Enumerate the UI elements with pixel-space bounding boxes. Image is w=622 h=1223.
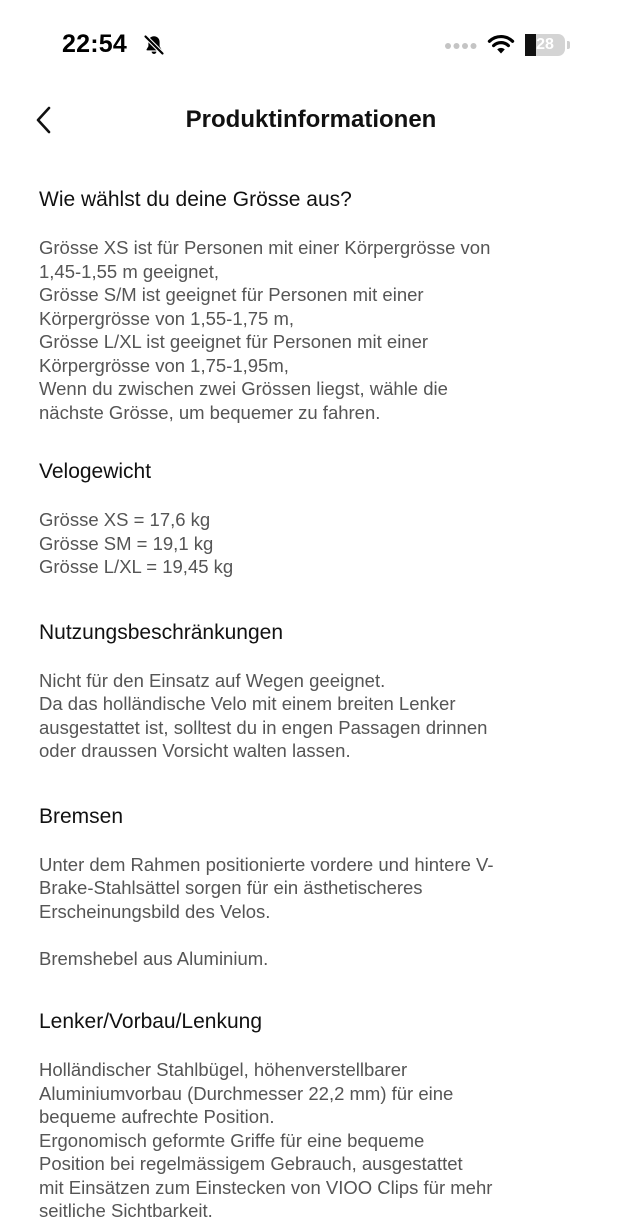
text-line: seitliche Sichtbarkeit. [39,1200,213,1221]
text-line: bequeme aufrechte Position. [39,1106,275,1127]
text-line: Aluminiumvorbau (Durchmesser 22,2 mm) für eine [39,1082,454,1104]
cellular-signal-icon [444,42,478,50]
text-line: Position bei regelmässigem Gebrauch, ausgestattet [39,1153,463,1174]
section-heading: Lenker/Vorbau/Lenkung [39,1010,263,1033]
text-line: Bremshebel aus Aluminium. [39,947,269,969]
text-line: oder draussen Vorsicht walten lassen. [39,740,351,761]
battery-level: 28 [536,36,554,53]
section-body [39,236,595,424]
text-line: Erscheinungsbild des Velos. [39,900,271,922]
section-heading: Bremsen [39,804,124,828]
text-line: Brake-Stahlsättel sorgen für ein ästhetischeres [39,877,423,898]
section-body [39,669,595,763]
section-body [39,508,595,579]
product-info-content [39,186,595,1223]
section-usage-restrictions [39,619,595,763]
section-body [39,853,595,971]
text-line: nächste Grösse, um bequemer zu fahren. [39,401,381,423]
text-line: Grösse L/XL = 19,45 kg [39,556,234,577]
text-line: Grösse XS ist für Personen mit einer Körpergrösse von [39,237,491,258]
text-line: Wenn du zwischen zwei Grössen liegst, wähle die [39,378,448,399]
section-size-guide [39,186,595,424]
text-line: Da das holländische Velo mit einem breiten Lenker [39,693,456,714]
navigation-bar [0,96,622,146]
status-time: 22:54 [62,30,127,58]
section-bike-weight [39,458,595,579]
bell-slash-icon [142,33,166,57]
section-heading: Wie wählst du deine Grösse aus? [39,188,352,211]
text-line: Grösse L/XL ist geeignet für Personen mit einer [39,331,429,352]
text-line: 1,45-1,55 m geeignet, [39,260,219,282]
battery-icon [525,34,571,56]
paragraph-gap [39,923,595,947]
section-handlebar [39,1008,595,1223]
text-line: Unter dem Rahmen positionierte vordere und hintere V- [39,853,494,875]
text-line: Grösse XS = 17,6 kg [39,509,211,530]
text-line: ausgestattet ist, solltest du in engen Passagen drinnen [39,716,488,738]
section-brakes [39,803,595,971]
page-title: Produktinformationen [185,106,437,133]
text-line: Grösse S/M ist geeignet für Personen mit einer [39,284,424,305]
text-line: Holländischer Stahlbügel, höhenverstellbarer [39,1059,408,1080]
text-line: Grösse SM = 19,1 kg [39,532,214,554]
text-line: Körpergrösse von 1,55-1,75 m, [39,307,295,329]
text-line: mit Einsätzen zum Einstecken von VIOO Clips für mehr [39,1176,493,1198]
text-line: Ergonomisch geformte Griffe für eine bequeme [39,1129,425,1151]
wifi-icon [486,33,516,55]
status-bar [0,0,622,90]
section-heading: Nutzungsbeschränkungen [39,620,284,644]
section-body [39,1058,595,1223]
text-line: Nicht für den Einsatz auf Wegen geeignet. [39,669,386,691]
section-heading: Velogewicht [39,460,152,483]
text-line: Körpergrösse von 1,75-1,95m, [39,354,289,376]
